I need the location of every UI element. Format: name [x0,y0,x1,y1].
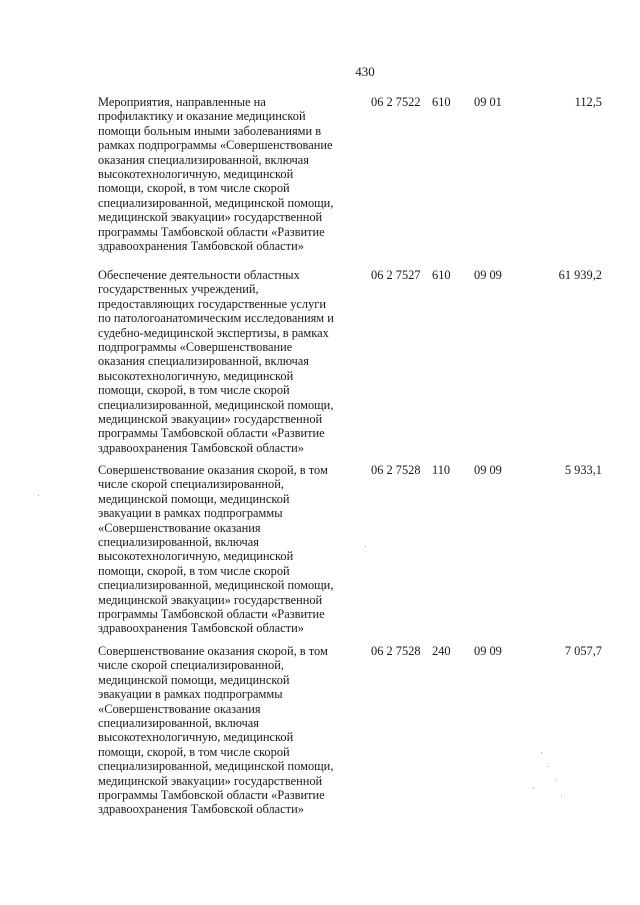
scan-speck [38,495,39,496]
row-description [98,95,360,253]
description-line: помощи, скорой, в том числе скорой [98,181,290,196]
expense-type-code: 610 [432,268,451,282]
description-line: государственных учреждений, [98,282,259,297]
program-code: 06 2 7522 [371,95,421,109]
scan-speck [556,779,557,780]
description-line: помощи, скорой, в том числе скорой [98,744,290,759]
program-code: 06 2 7527 [371,268,421,282]
budget-table [0,95,640,824]
description-line: специализированной, медицинской помощи, [98,195,334,210]
description-line: медицинской помощи, медицинской [98,491,290,506]
description-line: помощи, скорой, в том числе скорой [98,563,290,578]
description-line: судебно-медицинской экспертизы, в рамках [98,325,329,340]
section-code: 09 09 [474,268,502,282]
description-line: высокотехнологичную, медицинской [98,730,294,745]
description-line: медицинской эвакуации» государственной [98,210,323,225]
description-line: оказания специализированной, включая [98,152,309,167]
description-line: профилактику и оказание медицинской [98,109,306,124]
description-line: подпрограммы «Совершенствование [98,340,293,355]
row-description [98,268,360,455]
description-line: специализированной, включая [98,716,259,731]
description-line: рамках подпрограммы «Совершенствование [98,138,333,153]
description-line: «Совершенствование оказания [98,520,261,535]
amount: 112,5 [574,95,602,109]
description-line: программы Тамбовской области «Развитие [98,224,325,239]
description-line: высокотехнологичную, медицинской [98,167,294,182]
description-line: программы Тамбовской области «Развитие [98,426,325,441]
description-line: по патологоанатомическим исследованиям и [98,311,334,326]
description-line: оказания специализированной, включая [98,354,309,369]
scan-speck [548,766,549,767]
description-line: высокотехнологичную, медицинской [98,549,294,564]
section-code: 09 01 [474,95,502,109]
amount: 5 933,1 [564,463,602,477]
description-line: специализированной, медицинской помощи, [98,578,334,593]
description-line: специализированной, медицинской помощи, [98,759,334,774]
scan-speck [561,795,562,796]
description-line: помощи, скорой, в том числе скорой [98,383,290,398]
description-line: эвакуации в рамках подпрограммы [98,687,283,702]
description-line: Обеспечение деятельности областных [98,268,300,282]
description-line: специализированной, включая [98,535,259,550]
description-line: Совершенствование оказания скорой, в том [98,644,328,658]
table-row [0,268,640,463]
description-line: числе скорой специализированной, [98,658,284,673]
table-row [0,463,640,644]
description-line: здравоохранения Тамбовской области» [98,440,304,455]
description-line: Совершенствование оказания скорой, в том [98,463,328,477]
expense-type-code: 110 [432,463,451,477]
section-code: 09 09 [474,644,502,658]
description-line: высокотехнологичную, медицинской [98,368,294,383]
description-line: предоставляющих государственные услуги [98,296,327,311]
row-description [98,463,360,636]
description-line: числе скорой специализированной, [98,477,284,492]
page-number: 430 [355,64,375,79]
description-line: помощи больным иными заболеваниями в [98,123,322,138]
scan-speck [541,752,542,753]
expense-type-code: 610 [432,95,451,109]
description-line: программы Тамбовской области «Развитие [98,607,325,622]
amount: 61 939,2 [558,268,602,282]
description-line: медицинской эвакуации» государственной [98,773,323,788]
description-line: медицинской помощи, медицинской [98,672,290,687]
description-line: Мероприятия, направленные на [98,95,266,109]
table-row [0,644,640,824]
table-row [0,95,640,268]
description-line: здравоохранения Тамбовской области» [98,239,304,254]
section-code: 09 09 [474,463,502,477]
description-line: медицинской эвакуации» государственной [98,592,323,607]
description-line: «Совершенствование оказания [98,701,261,716]
scan-speck [533,787,534,788]
program-code: 06 2 7528 [371,463,421,477]
description-line: медицинской эвакуации» государственной [98,412,323,427]
description-line: здравоохранения Тамбовской области» [98,802,304,817]
scan-speck [365,546,366,547]
program-code: 06 2 7528 [371,644,421,658]
description-line: эвакуации в рамках подпрограммы [98,506,283,521]
expense-type-code: 240 [432,644,451,658]
amount: 7 057,7 [564,644,602,658]
description-line: специализированной, медицинской помощи, [98,397,334,412]
description-line: здравоохранения Тамбовской области» [98,621,304,636]
row-description [98,644,360,817]
description-line: программы Тамбовской области «Развитие [98,788,325,803]
